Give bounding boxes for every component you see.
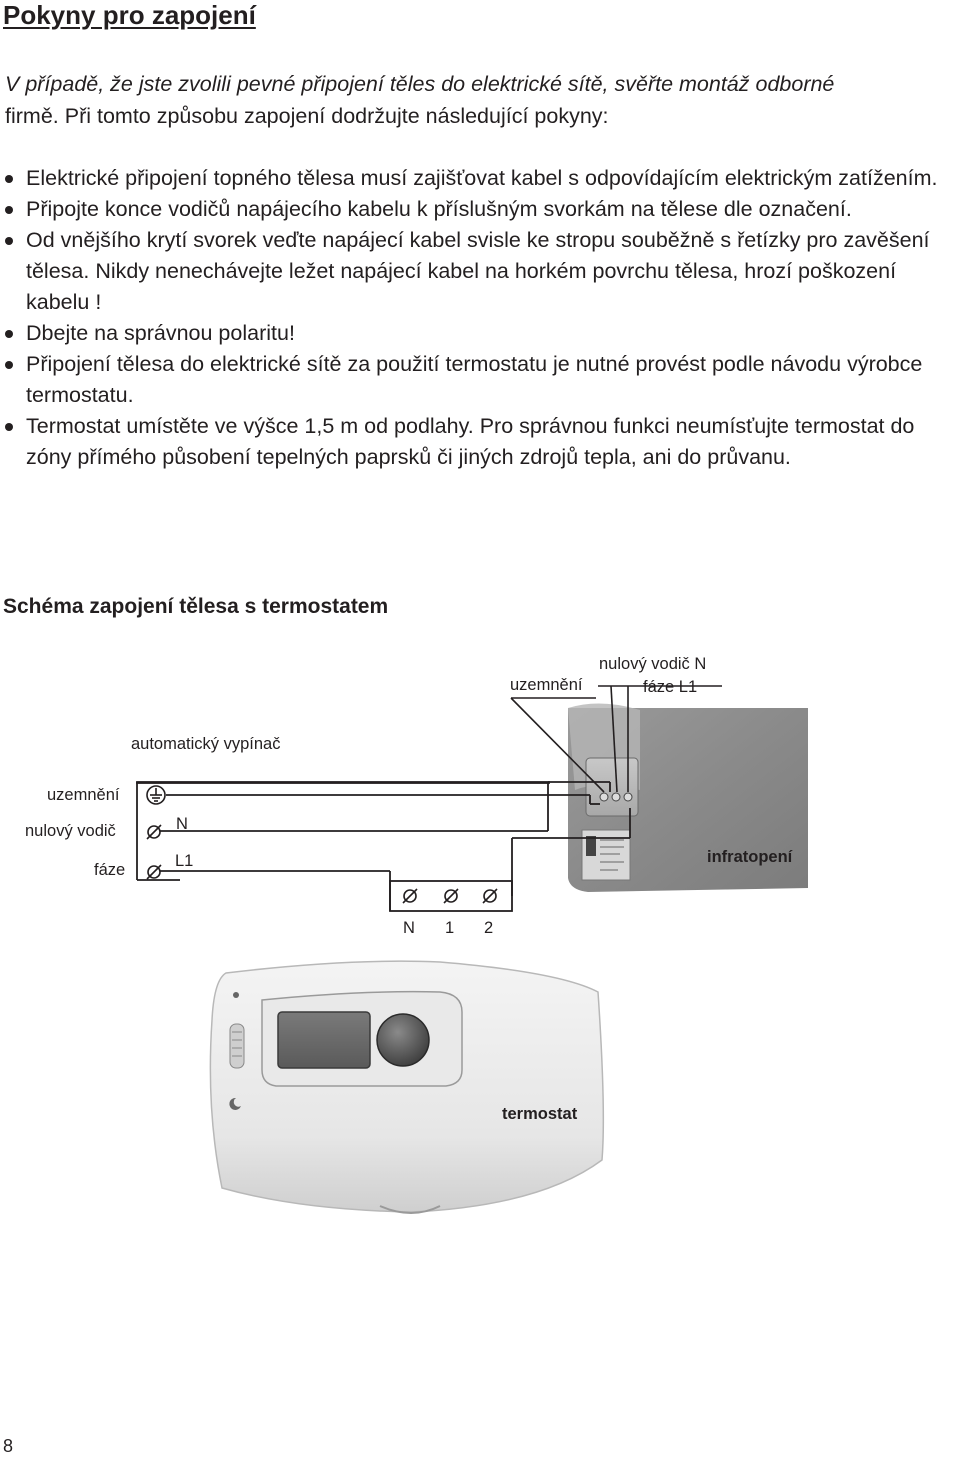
heater-neutral-label: nulový vodič N bbox=[599, 655, 707, 673]
supply-neutral-label: nulový vodič bbox=[25, 822, 116, 840]
ground-icon bbox=[147, 786, 165, 804]
intro-italic-text: V případě, že jste zvolili pevné připojení těles do elektrické sítě, svěřte montáž odborné bbox=[5, 72, 835, 96]
instruction-list bbox=[5, 163, 957, 473]
instruction-item: Od vnějšího krytí svorek veďte napájecí kabel svisle ke stropu souběžně s řetízky pro zavěšení tělesa. Nikdy nenechávejte ležet napájecí kabel na horkém povrchu tělesa, hrozí poškození kabelu ! bbox=[5, 225, 957, 318]
diagram-title: Schéma zapojení tělesa s termostatem bbox=[3, 595, 389, 618]
intro-paragraph bbox=[5, 68, 957, 132]
page-title: Pokyny pro zapojení bbox=[3, 0, 256, 30]
instruction-item: Dbejte na správnou polaritu! bbox=[5, 318, 957, 349]
supply-ground-label: uzemnění bbox=[47, 786, 120, 804]
supply-wiring bbox=[137, 782, 630, 911]
neutral-terminal-icon bbox=[147, 825, 161, 839]
thermostat-image bbox=[210, 961, 603, 1213]
instruction-item: Termostat umístěte ve výšce 1,5 m od podlahy. Pro správnou funkci neumísťujte termostat do zóny přímého působení tepelných paprsků či jiných zdrojů tepla, ani do průvanu. bbox=[5, 411, 957, 473]
thermostat-label: termostat bbox=[502, 1105, 578, 1123]
instruction-item: Elektrické připojení topného tělesa musí zajišťovat kabel s odpovídajícím elektrickým zatížením. bbox=[5, 163, 957, 194]
thermostat-terminal-label: 2 bbox=[484, 919, 494, 937]
supply-phase-label: fáze bbox=[94, 861, 126, 879]
breaker-label: automatický vypínač bbox=[131, 735, 281, 753]
thermostat-terminal-label: 1 bbox=[445, 919, 455, 937]
thermostat-terminal-1-icon bbox=[444, 889, 458, 903]
intro-text: firmě. Při tomto způsobu zapojení dodržujte následující pokyny: bbox=[5, 104, 609, 128]
wiring-diagram bbox=[0, 640, 960, 1400]
thermostat-terminal-label: N bbox=[403, 919, 415, 937]
thermostat-terminal-n-icon bbox=[403, 889, 417, 903]
thermostat-terminal-2-icon bbox=[483, 889, 497, 903]
heater-ground-label: uzemnění bbox=[510, 676, 583, 694]
instruction-item: Připojte konce vodičů napájecího kabelu k příslušným svorkám na tělese dle označení. bbox=[5, 194, 957, 225]
supply-l1-terminal-label: L1 bbox=[175, 852, 194, 870]
heater-phase-label: fáze L1 bbox=[643, 678, 698, 696]
page-number: 8 bbox=[3, 1436, 14, 1456]
instruction-item: Připojení tělesa do elektrické sítě za použití termostatu je nutné provést podle návodu výrobce termostatu. bbox=[5, 349, 957, 411]
heater-device-label: infratopení bbox=[707, 848, 793, 866]
supply-n-terminal-label: N bbox=[176, 815, 188, 833]
phase-terminal-icon bbox=[147, 865, 161, 879]
